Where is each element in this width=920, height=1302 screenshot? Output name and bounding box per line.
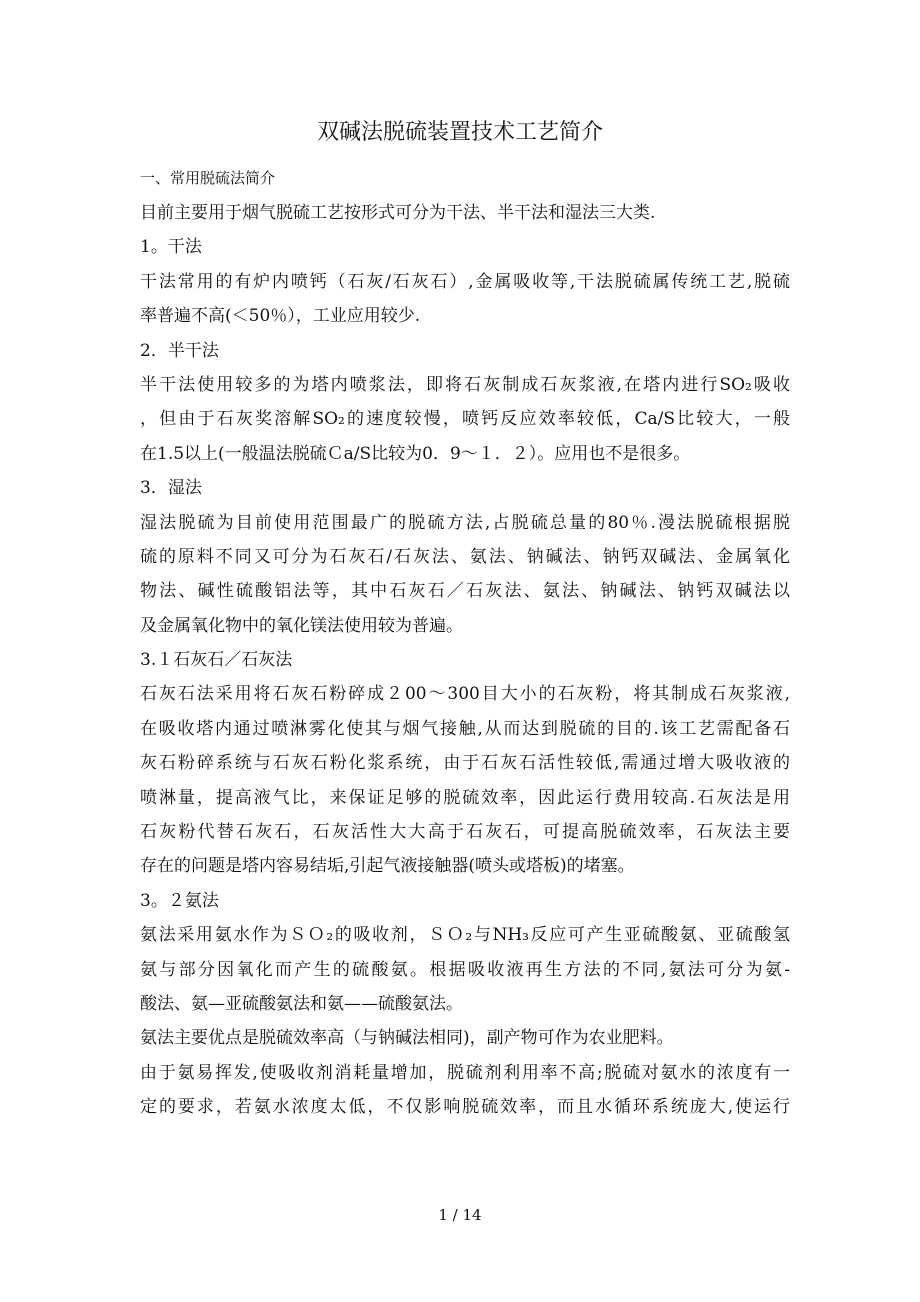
paragraph-line: 物法、碱性硫酸铝法等，其中石灰石／石灰法、氨法、钠碱法、钠钙双碱法以 — [140, 581, 790, 602]
paragraph-line: 存在的问题是塔内容易结垢,引起气液接触器(喷头或塔板)的堵塞。 — [140, 856, 635, 877]
page-number: 1 / 14 — [438, 1206, 482, 1224]
subsection-heading: 2．半干法 — [140, 340, 219, 361]
paragraph-line: 氨法主要优点是脱硫效率高（与钠碱法相同)，副产物可作为农业肥料。 — [140, 1028, 674, 1049]
document-body — [140, 160, 790, 1125]
paragraph-line: 率普遍不高(＜50％），工业应用较少. — [140, 306, 421, 327]
paragraph-line: 由于氨易挥发,使吸收剂消耗量增加，脱硫剂利用率不高;脱硫对氨水的浓度有一 — [140, 1062, 790, 1083]
paragraph-line: 目前主要用于烟气脱硫工艺按形式可分为干法、半干法和湿法三大类. — [140, 203, 656, 223]
paragraph-line: 灰石粉碎系统与石灰石粉化浆系统，由于石灰石活性较低,需通过增大吸收液的 — [140, 753, 790, 774]
paragraph-line: 及金属氧化物中的氧化镁法使用较为普遍。 — [140, 615, 463, 636]
paragraph-line: 半干法使用较多的为塔内喷浆法，即将石灰制成石灰浆液,在塔内进行SO₂吸收 — [140, 374, 790, 395]
paragraph-line: 石灰石法采用将石灰石粉碎成２00～300目大小的石灰粉，将其制成石灰浆液, — [140, 684, 790, 705]
paragraph-line: 石灰粉代替石灰石，石灰活性大大高于石灰石，可提高脱硫效率，石灰法主要 — [140, 822, 790, 843]
subsection-heading: 3。２氨法 — [140, 890, 219, 911]
paragraph-line: 酸法、氨—亚硫酸氨法和氨——硫酸氨法。 — [140, 993, 463, 1014]
paragraph-line: 在吸收塔内通过喷淋雾化使其与烟气接触,从而达到脱硫的目的.该工艺需配备石 — [140, 718, 790, 739]
subsection-heading: 3.１石灰石／石灰法 — [140, 650, 293, 671]
document-title: 双碱法脱硫装置技术工艺简介 — [316, 120, 603, 145]
paragraph-line: ，但由于石灰奖溶解SO₂的速度较慢，喷钙反应效率较低，Ca/S比较大，一般 — [140, 409, 790, 430]
paragraph-line: 干法常用的有炉内喷钙（石灰/石灰石）,金属吸收等,干法脱硫属传统工艺,脱硫 — [140, 271, 790, 292]
section-heading: 一、常用脱硫法简介 — [140, 169, 276, 187]
paragraph-line: 氨法采用氨水作为ＳＯ₂的吸收剂，ＳＯ₂与NH₃反应可产生亚硫酸氨、亚硫酸氢 — [140, 925, 790, 946]
subsection-heading: 3．湿法 — [140, 478, 202, 499]
paragraph-line: 定的要求，若氨水浓度太低，不仅影响脱硫效率，而且水循环系统庞大,使运行 — [140, 1097, 790, 1118]
subsection-heading: 1。干法 — [140, 237, 202, 258]
paragraph-line: 喷淋量，提高液气比，来保证足够的脱硫效率，因此运行费用较高.石灰法是用 — [140, 787, 790, 808]
paragraph-line: 硫的原料不同又可分为石灰石/石灰法、氨法、钠碱法、钠钙双碱法、金属氧化 — [140, 546, 790, 567]
paragraph-line: 湿法脱硫为目前使用范围最广的脱硫方法,占脱硫总量的80％.漫法脱硫根据脱 — [140, 512, 790, 533]
paragraph-line: 氨与部分因氧化而产生的硫酸氨。根据吸收液再生方法的不同,氨法可分为氨- — [140, 959, 790, 980]
paragraph-line: 在1.5以上(一般温法脱硫Ｃa/S比较为0．9～１．２）。应用也不是很多。 — [140, 443, 691, 464]
